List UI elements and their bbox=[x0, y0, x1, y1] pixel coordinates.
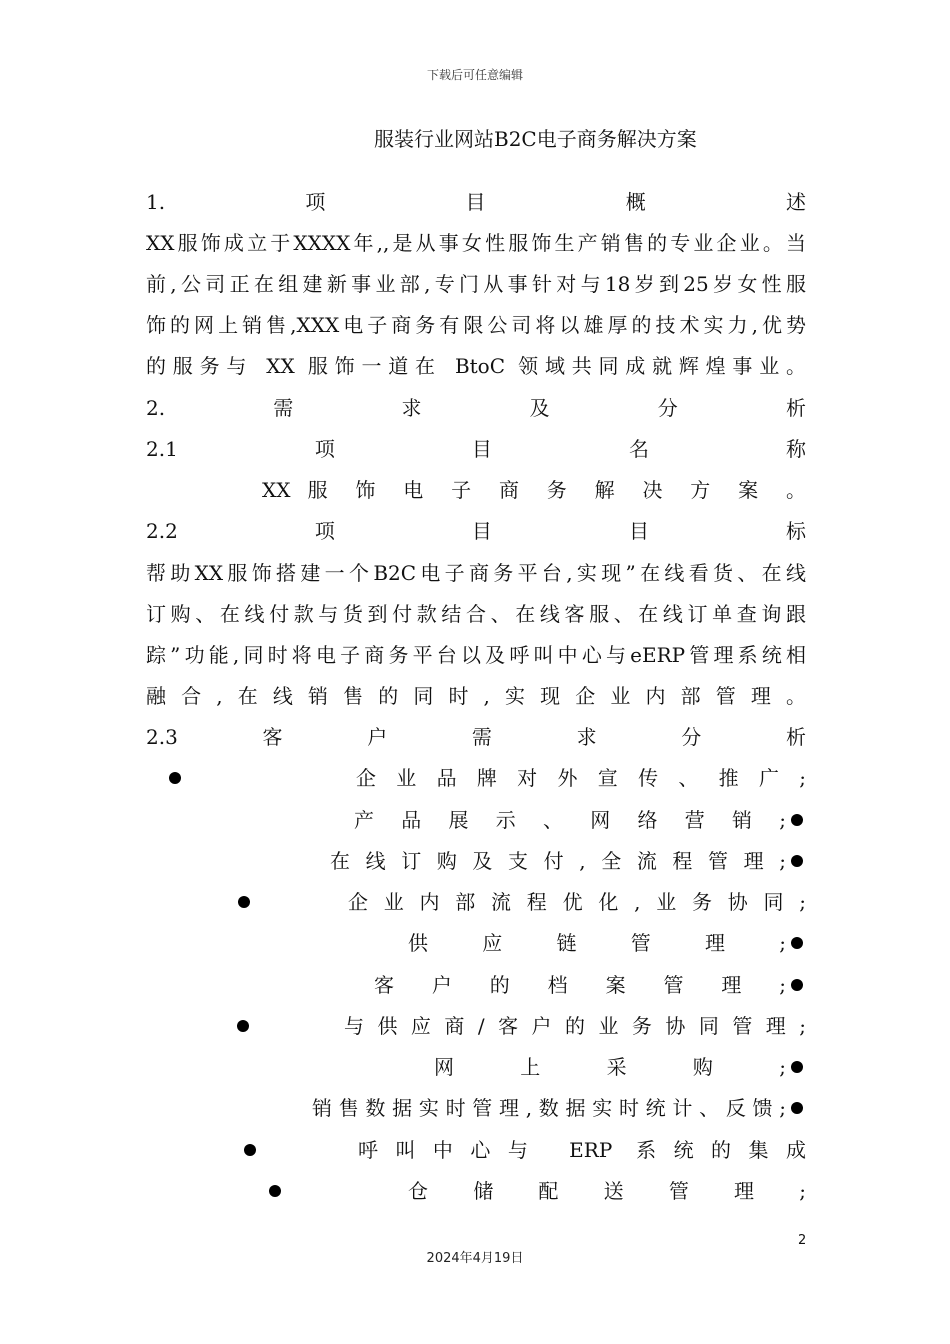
paragraph-line: 融合,在线销售的同时,实现企业内部管理。 bbox=[146, 684, 806, 708]
heading-2-1 bbox=[146, 434, 806, 464]
needs-item: 客户的档案管理; bbox=[374, 973, 786, 997]
bullet-icon bbox=[791, 979, 803, 991]
heading-word: 需 bbox=[471, 725, 492, 749]
heading-word: 求 bbox=[401, 396, 422, 420]
needs-item: 仓储配送管理; bbox=[408, 1179, 806, 1203]
bullet-icon bbox=[791, 855, 803, 867]
heading-word: 述 bbox=[785, 190, 806, 214]
bullet-icon bbox=[791, 1102, 803, 1114]
heading-word: 客 bbox=[262, 725, 283, 749]
paragraph-line: 帮助XX服饰搭建一个B2C电子商务平台,实现”在线看货、在线 bbox=[146, 561, 806, 585]
bullet-icon bbox=[238, 896, 250, 908]
heading-word: 分 bbox=[657, 396, 678, 420]
heading-word: 目 bbox=[471, 437, 492, 461]
heading-word: 标 bbox=[786, 519, 806, 543]
heading-number: 2.1 bbox=[146, 437, 178, 461]
header-note: 下载后可任意编辑 bbox=[426, 68, 523, 82]
heading-word: 目 bbox=[471, 519, 492, 543]
bullet-icon bbox=[244, 1144, 256, 1156]
bullet-icon bbox=[791, 937, 803, 949]
heading-word: 求 bbox=[576, 725, 597, 749]
document-title: 服装行业网站B2C电子商务解决方案 bbox=[374, 127, 697, 151]
needs-item: 供应链管理; bbox=[408, 931, 786, 955]
needs-item: 呼叫中心与 ERP 系统的集成 bbox=[358, 1138, 806, 1162]
project-name-text: XX 服 饰 电 子 商 务 解 决 方 案 。 bbox=[262, 478, 806, 502]
bullet-icon bbox=[791, 1061, 803, 1073]
needs-item: 销售数据实时管理,数据实时统计、反馈; bbox=[312, 1096, 786, 1120]
heading-2-2 bbox=[146, 516, 806, 546]
needs-item: 网上采购; bbox=[434, 1055, 786, 1079]
bullet-icon bbox=[169, 772, 181, 784]
heading-word: 称 bbox=[786, 437, 806, 461]
needs-item: 企业品牌对外宣传、推广; bbox=[356, 766, 806, 790]
page-number: 2 bbox=[798, 1233, 807, 1248]
heading-word: 概 bbox=[625, 190, 646, 214]
heading-word: 目 bbox=[465, 190, 486, 214]
needs-item: 产品展示、网络营销; bbox=[354, 808, 786, 832]
heading-number: 2.3 bbox=[146, 725, 178, 749]
heading-word: 析 bbox=[785, 396, 806, 420]
heading-2 bbox=[146, 393, 806, 423]
paragraph-line: 的服务与 XX 服饰一道在 BtoC 领域共同成就辉煌事业。 bbox=[146, 354, 806, 378]
heading-word: 需 bbox=[273, 396, 294, 420]
heading-word: 户 bbox=[367, 725, 388, 749]
bullet-icon bbox=[791, 814, 803, 826]
heading-word: 分 bbox=[681, 725, 702, 749]
needs-item: 企业内部流程优化,业务协同; bbox=[348, 890, 806, 914]
footer-date: 2024年4月19日 bbox=[426, 1251, 524, 1266]
heading-word: 目 bbox=[628, 519, 649, 543]
heading-word: 项 bbox=[314, 437, 335, 461]
heading-word: 析 bbox=[785, 725, 806, 749]
heading-word: 项 bbox=[305, 190, 326, 214]
heading-word: 及 bbox=[529, 396, 550, 420]
needs-item: 与供应商/客户的业务协同管理; bbox=[344, 1014, 806, 1038]
paragraph-line: 踪”功能,同时将电子商务平台以及呼叫中心与eERP管理系统相 bbox=[146, 643, 806, 667]
paragraph-line: XX服饰成立于XXXX年,,是从事女性服饰生产销售的专业企业。当 bbox=[146, 231, 806, 255]
paragraph-line: 前,公司正在组建新事业部,专门从事针对与18岁到25岁女性服 bbox=[146, 272, 806, 296]
heading-1 bbox=[146, 187, 806, 217]
heading-word: 名 bbox=[628, 437, 649, 461]
heading-number: 1. bbox=[146, 190, 166, 214]
heading-2-3 bbox=[146, 722, 806, 752]
bullet-icon bbox=[269, 1185, 281, 1197]
heading-number: 2. bbox=[146, 396, 166, 420]
heading-word: 项 bbox=[314, 519, 335, 543]
paragraph-line: 订购、在线付款与货到付款结合、在线客服、在线订单查询跟 bbox=[146, 602, 806, 626]
bullet-icon bbox=[237, 1020, 249, 1032]
paragraph-line: 饰的网上销售,XXX电子商务有限公司将以雄厚的技术实力,优势 bbox=[146, 313, 806, 337]
needs-item: 在线订购及支付,全流程管理; bbox=[330, 849, 786, 873]
heading-number: 2.2 bbox=[146, 519, 178, 543]
